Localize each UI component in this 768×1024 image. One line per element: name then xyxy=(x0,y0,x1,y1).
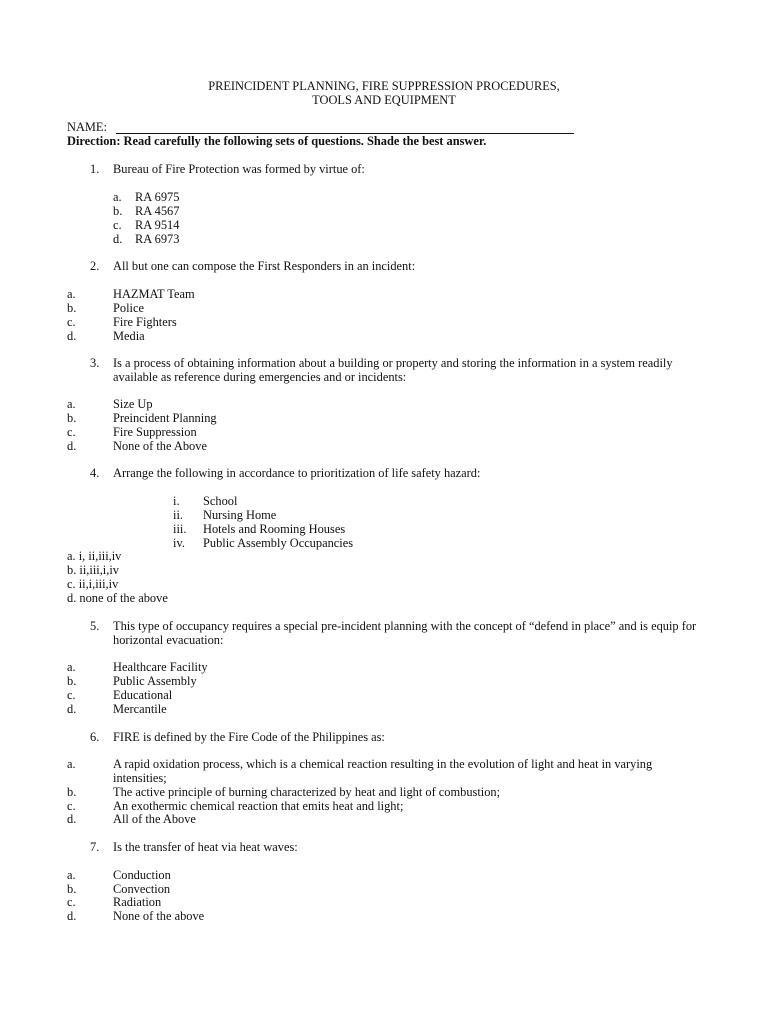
q4-item-3: Hotels and Rooming Houses xyxy=(203,522,346,536)
page-title-line1: PREINCIDENT PLANNING, FIRE SUPPRESSION PROCEDURES, xyxy=(208,79,560,93)
q3-choice-c-letter: c. xyxy=(67,425,76,439)
q2-choice-b-letter: b. xyxy=(67,301,77,315)
q4-item-2: Nursing Home xyxy=(203,508,277,522)
q6-choice-d[interactable]: All of the Above xyxy=(113,812,196,826)
q6-choice-d-letter: d. xyxy=(67,812,77,826)
q5-choice-a[interactable]: Healthcare Facility xyxy=(113,660,208,674)
q5-choice-a-letter: a. xyxy=(67,660,76,674)
q5-choice-d[interactable]: Mercantile xyxy=(113,702,167,716)
q4-choice-c[interactable]: c. ii,i,iii,iv xyxy=(67,577,119,591)
q1-choice-b[interactable]: RA 4567 xyxy=(135,204,180,218)
q1-choice-a-letter: a. xyxy=(113,190,122,204)
q7-choice-b-letter: b. xyxy=(67,882,77,896)
q7-choice-c[interactable]: Radiation xyxy=(113,895,162,909)
question-5-number: 5. xyxy=(90,619,100,633)
question-3-text: Is a process of obtaining information about a building or property and storing the information in a system readily available as reference during emergencies and or incidents: xyxy=(113,356,673,384)
q1-choice-d[interactable]: RA 6973 xyxy=(135,232,180,246)
q3-choice-b[interactable]: Preincident Planning xyxy=(113,411,217,425)
q3-choice-d-letter: d. xyxy=(67,439,77,453)
q2-choice-d[interactable]: Media xyxy=(113,329,145,343)
question-3-number: 3. xyxy=(90,356,100,370)
question-4-number: 4. xyxy=(90,466,100,480)
q4-choice-b[interactable]: b. ii,iii,i,iv xyxy=(67,563,119,577)
q1-choice-b-letter: b. xyxy=(113,204,123,218)
q6-choice-b-letter: b. xyxy=(67,785,77,799)
q2-choice-a-letter: a. xyxy=(67,287,76,301)
q4-choice-a[interactable]: a. i, ii,iii,iv xyxy=(67,549,122,563)
q3-choice-c[interactable]: Fire Suppression xyxy=(113,425,197,439)
q2-choice-b[interactable]: Police xyxy=(113,301,144,315)
q7-choice-b[interactable]: Convection xyxy=(113,882,171,896)
q2-choice-c[interactable]: Fire Fighters xyxy=(113,315,177,329)
q4-item-1-numeral: i. xyxy=(173,494,180,508)
q5-choice-b[interactable]: Public Assembly xyxy=(113,674,197,688)
q3-choice-a[interactable]: Size Up xyxy=(113,397,153,411)
q2-choice-c-letter: c. xyxy=(67,315,76,329)
question-1-text: Bureau of Fire Protection was formed by virtue of: xyxy=(113,162,365,176)
q6-choice-c-letter: c. xyxy=(67,799,76,813)
q1-choice-c[interactable]: RA 9514 xyxy=(135,218,180,232)
q4-item-4-numeral: iv. xyxy=(173,536,185,550)
question-6-number: 6. xyxy=(90,730,100,744)
question-4-text: Arrange the following in accordance to prioritization of life safety hazard: xyxy=(113,466,481,480)
question-2-text: All but one can compose the First Responders in an incident: xyxy=(113,259,416,273)
q2-choice-d-letter: d. xyxy=(67,329,77,343)
question-2-number: 2. xyxy=(90,259,100,273)
q7-choice-d-letter: d. xyxy=(67,909,77,923)
q2-choice-a[interactable]: HAZMAT Team xyxy=(113,287,195,301)
q3-choice-a-letter: a. xyxy=(67,397,76,411)
name-label: NAME: xyxy=(67,120,107,134)
q6-choice-a[interactable]: A rapid oxidation process, which is a chemical reaction resulting in the evolution of light and heat in varying intensities; xyxy=(113,757,653,785)
q4-item-1: School xyxy=(203,494,238,508)
q7-choice-d[interactable]: None of the above xyxy=(113,909,205,923)
question-6-text: FIRE is defined by the Fire Code of the Philippines as: xyxy=(113,730,385,744)
q1-choice-c-letter: c. xyxy=(113,218,122,232)
q5-choice-b-letter: b. xyxy=(67,674,77,688)
question-1-number: 1. xyxy=(90,162,100,176)
question-7-text: Is the transfer of heat via heat waves: xyxy=(113,840,298,854)
question-7-number: 7. xyxy=(90,840,100,854)
q4-item-2-numeral: ii. xyxy=(173,508,183,522)
q1-choice-d-letter: d. xyxy=(113,232,123,246)
q3-choice-b-letter: b. xyxy=(67,411,77,425)
q7-choice-a-letter: a. xyxy=(67,868,76,882)
question-5-text: This type of occupancy requires a special pre-incident planning with the concept of “defend in place” and is equip for horizontal evacuation: xyxy=(113,619,697,647)
q4-choice-d[interactable]: d. none of the above xyxy=(67,591,168,605)
q4-item-4: Public Assembly Occupancies xyxy=(203,536,354,550)
q5-choice-c[interactable]: Educational xyxy=(113,688,173,702)
q3-choice-d[interactable]: None of the Above xyxy=(113,439,207,453)
q4-item-3-numeral: iii. xyxy=(173,522,187,536)
q6-choice-c[interactable]: An exothermic chemical reaction that emits heat and light; xyxy=(113,799,404,813)
direction-text: Direction: Read carefully the following sets of questions. Shade the best answer. xyxy=(67,134,487,148)
q7-choice-a[interactable]: Conduction xyxy=(113,868,171,882)
q6-choice-a-letter: a. xyxy=(67,757,76,771)
q6-choice-b[interactable]: The active principle of burning characterized by heat and light of combustion; xyxy=(113,785,501,799)
q1-choice-a[interactable]: RA 6975 xyxy=(135,190,180,204)
q5-choice-d-letter: d. xyxy=(67,702,77,716)
q5-choice-c-letter: c. xyxy=(67,688,76,702)
q7-choice-c-letter: c. xyxy=(67,895,76,909)
page-title-line2: TOOLS AND EQUIPMENT xyxy=(312,93,456,107)
